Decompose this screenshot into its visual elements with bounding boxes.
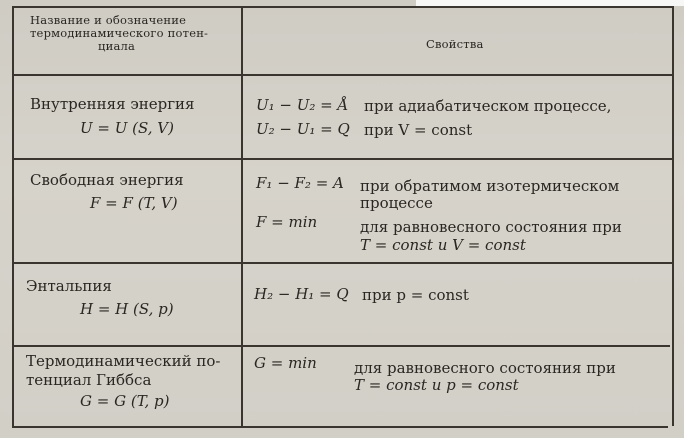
row-2-name: Свободная энергия	[30, 171, 184, 189]
row-3-symbol: H = H (S, p)	[80, 300, 174, 318]
row-4-text-1b: T = const и p = const	[354, 376, 519, 394]
table-border-right	[672, 6, 674, 426]
row-2-formula-1: F₁ − F₂ = A	[256, 174, 344, 192]
table-border-bottom	[12, 426, 668, 428]
row-3-text-1: при p = const	[362, 286, 469, 304]
row-2-formula-2: F = min	[256, 213, 318, 231]
row-3-name: Энтальпия	[26, 277, 112, 295]
header-divider	[12, 74, 674, 76]
row-4-formula-1: G = min	[254, 354, 317, 372]
row-divider-3	[12, 345, 670, 347]
table-border-left	[12, 6, 14, 428]
row-1-formula-2: U₂ − U₁ = Q	[256, 120, 350, 138]
column-divider	[241, 6, 243, 428]
row-1-name: Внутренняя энергия	[30, 95, 195, 113]
row-4-name-line-1: Термодинамический по-	[26, 352, 221, 370]
header-name-line-1: Название и обозначение	[30, 13, 187, 27]
row-4-text-1: для равновесного состояния при	[354, 359, 616, 377]
row-1-symbol: U = U (S, V)	[80, 119, 174, 137]
row-2-symbol: F = F (T, V)	[90, 194, 178, 212]
row-divider-1	[12, 158, 672, 160]
row-2-text-1b: процессе	[360, 194, 433, 212]
row-3-formula-1: H₂ − H₁ = Q	[254, 285, 349, 303]
row-1-formula-1: U₁ − U₂ = Å	[256, 96, 349, 114]
header-name-line-2: термодинамического потен-	[30, 26, 209, 40]
row-divider-2	[12, 262, 672, 264]
row-2-text-1: при обратимом изотермическом	[360, 177, 620, 195]
row-4-symbol: G = G (T, p)	[80, 392, 170, 410]
row-1-text-1: при адиабатическом процессе,	[364, 97, 612, 115]
table-border-top	[12, 6, 674, 8]
row-1-text-2: при V = const	[364, 121, 473, 139]
header-name-column	[30, 14, 230, 53]
header-name-line-3: циала	[98, 39, 136, 53]
row-2-text-2b: T = const и V = const	[360, 236, 526, 254]
header-properties: Свойства	[426, 37, 484, 51]
row-4-name-line-2: тенциал Гиббса	[26, 371, 152, 389]
row-2-text-2: для равновесного состояния при	[360, 218, 622, 236]
